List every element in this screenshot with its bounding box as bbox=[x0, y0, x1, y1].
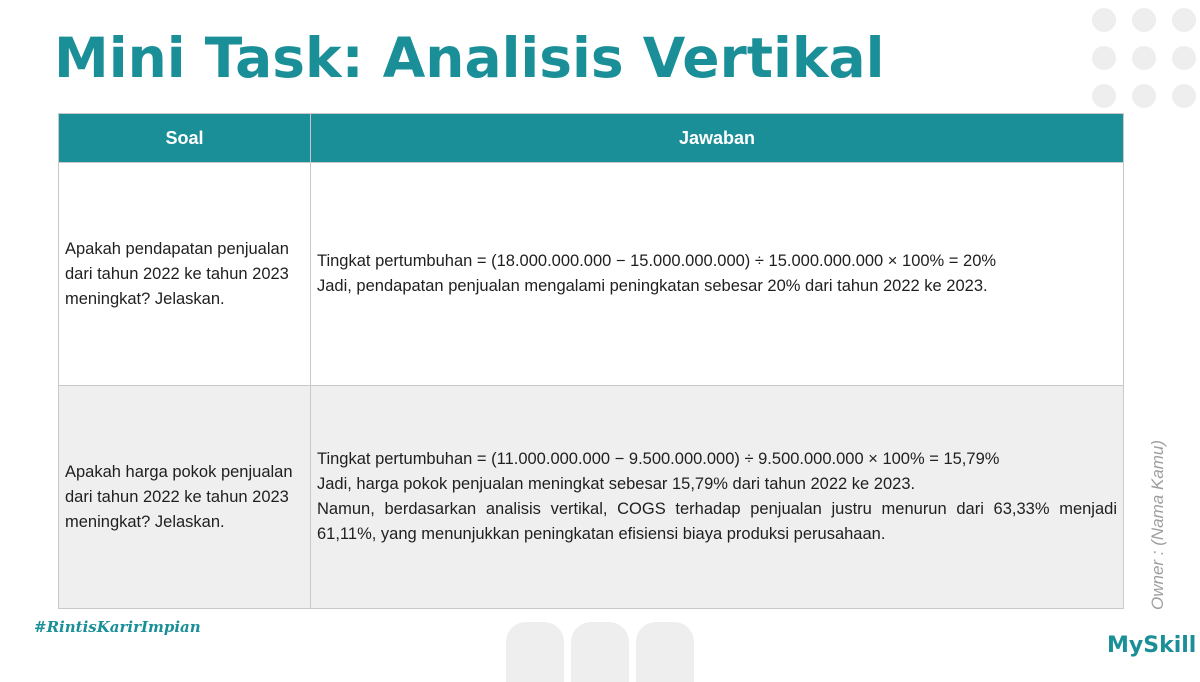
answer-cell bbox=[311, 386, 1124, 609]
answer-line: Jadi, harga pokok penjualan meningkat sebesar 15,79% dari tahun 2022 ke 2023. bbox=[317, 475, 916, 493]
owner-label: Owner : (Nama Kamu) bbox=[1148, 439, 1167, 610]
answer-line: Tingkat pertumbuhan = (18.000.000.000 − 15.000.000.000) ÷ 15.000.000.000 × 100% = 20% bbox=[317, 252, 997, 270]
slide-title: Mini Task: Analisis Vertikal bbox=[54, 26, 885, 90]
dot bbox=[1172, 46, 1196, 70]
question-cell: Apakah pendapatan penjualan dari tahun 2022 ke tahun 2023 meningkat? Jelaskan. bbox=[59, 163, 311, 386]
dot bbox=[1132, 8, 1156, 32]
hashtag: #RintisKarirImpian bbox=[34, 618, 201, 636]
decor-tab bbox=[571, 622, 629, 682]
dot bbox=[1172, 8, 1196, 32]
dot bbox=[1172, 84, 1196, 108]
answer-cell bbox=[311, 163, 1124, 386]
header-answer: Jawaban bbox=[311, 114, 1124, 163]
header-question: Soal bbox=[59, 114, 311, 163]
dot bbox=[1132, 46, 1156, 70]
brand-logo: MySkill bbox=[1107, 633, 1197, 658]
decor-tab bbox=[506, 622, 564, 682]
table-row bbox=[59, 386, 1124, 609]
dot bbox=[1092, 46, 1116, 70]
answer-line: Namun, berdasarkan analisis vertikal, COGS terhadap penjualan justru menurun dari 63,33% menjadi 61,11%, yang menunjukkan peningkatan efisiensi biaya produksi perusahaan. bbox=[317, 500, 1117, 543]
question-cell: Apakah harga pokok penjualan dari tahun 2022 ke tahun 2023 meningkat? Jelaskan. bbox=[59, 386, 311, 609]
answer-line: Tingkat pertumbuhan = (11.000.000.000 − 9.500.000.000) ÷ 9.500.000.000 × 100% = 15,79% bbox=[317, 450, 1000, 468]
dot bbox=[1092, 8, 1116, 32]
decorative-dots bbox=[1092, 8, 1200, 108]
decor-tab bbox=[636, 622, 694, 682]
dot bbox=[1132, 84, 1156, 108]
dot bbox=[1092, 84, 1116, 108]
qa-table bbox=[58, 113, 1124, 609]
answer-line: Jadi, pendapatan penjualan mengalami peningkatan sebesar 20% dari tahun 2022 ke 2023. bbox=[317, 277, 988, 295]
table-header-row bbox=[59, 114, 1124, 163]
table-row bbox=[59, 163, 1124, 386]
